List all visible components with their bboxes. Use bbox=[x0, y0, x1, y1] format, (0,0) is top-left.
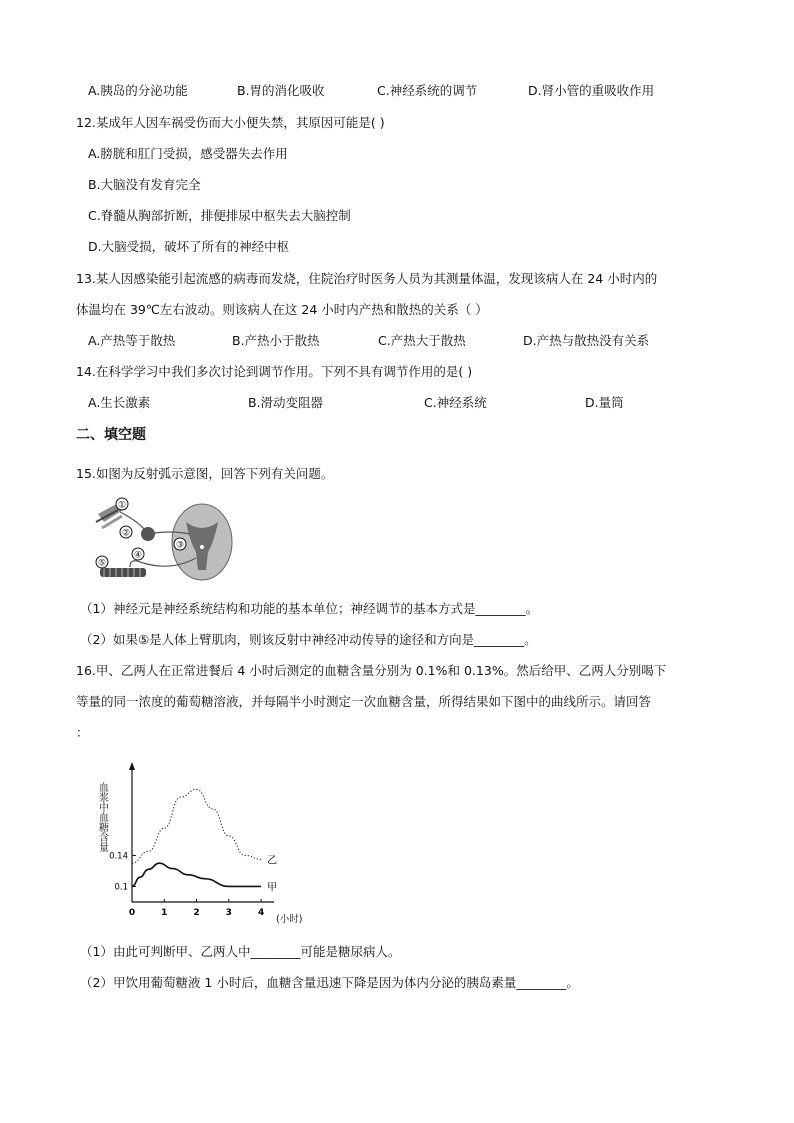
series-label: 甲 bbox=[267, 882, 278, 894]
label-2: ② bbox=[121, 528, 131, 539]
q12-option-c: C.脊髓从胸部折断，排便排尿中枢失去大脑控制 bbox=[88, 208, 351, 223]
q11-option-c: C.神经系统的调节 bbox=[377, 83, 478, 98]
q15-sub2: （2）如果⑤是人体上臂肌肉，则该反射中神经冲动传导的途径和方向是________。 bbox=[80, 632, 537, 647]
x-tick-label: 2 bbox=[193, 908, 200, 918]
series-line-yi bbox=[132, 789, 261, 863]
q13-option-c: C.产热大于散热 bbox=[378, 333, 466, 348]
q14-option-c: C.神经系统 bbox=[424, 395, 487, 410]
x-tick-label: 3 bbox=[225, 908, 232, 918]
y-axis-label: 血浆中血糖含量 bbox=[96, 782, 108, 852]
x-axis-label: (小时) bbox=[276, 914, 303, 925]
q13-stem-line1: 13.某人因感染能引起流感的病毒而发烧，住院治疗时医务人员为其测量体温，发现该病人在 24 小时内的 bbox=[76, 271, 658, 286]
q12-option-a: A.膀胱和肛门受损，感受器失去作用 bbox=[88, 146, 288, 161]
label-4: ④ bbox=[133, 550, 143, 561]
y-tick-label: 0.1 bbox=[114, 882, 128, 893]
q16-stem-line1: 16.甲、乙两人在正常进餐后 4 小时后测定的血糖含量分别为 0.1%和 0.13%。然后给甲、乙两人分别喝下 bbox=[76, 663, 667, 678]
x-tick-label: 0 bbox=[128, 908, 136, 918]
muscle-effector bbox=[100, 568, 146, 577]
y-axis-arrow bbox=[129, 762, 135, 770]
reflex-arc-figure bbox=[90, 492, 240, 587]
q16-sub1: （1）由此可判断甲、乙两人中________可能是糖尿病人。 bbox=[80, 944, 401, 959]
q14-stem: 14.在科学学习中我们多次讨论到调节作用。下列不具有调节作用的是( ) bbox=[76, 364, 473, 379]
section-heading: 二、填空题 bbox=[76, 427, 146, 443]
q15-sub1: （1）神经元是神经系统结构和功能的基本单位；神经调节的基本方式是________。 bbox=[80, 601, 538, 616]
q12-option-d: D.大脑受损，破坏了所有的神经中枢 bbox=[88, 239, 290, 254]
x-tick-label: 4 bbox=[257, 908, 265, 918]
q12-stem: 12.某成年人因车祸受伤而大小便失禁，其原因可能是( ) bbox=[76, 115, 385, 130]
q13-stem-line2: 体温均在 39℃左右波动。则该病人在这 24 小时内产热和散热的关系（ ） bbox=[76, 302, 488, 317]
q14-option-b: B.滑动变阻器 bbox=[248, 395, 324, 410]
q16-sub2: （2）甲饮用葡萄糖液 1 小时后，血糖含量迅速下降是因为体内分泌的胰岛素量________。 bbox=[80, 975, 579, 990]
q13-option-d: D.产热与散热没有关系 bbox=[523, 333, 650, 348]
q14-option-d: D.量筒 bbox=[585, 395, 624, 410]
q12-option-b: B.大脑没有发育完全 bbox=[88, 177, 201, 192]
x-tick-label: 1 bbox=[161, 908, 168, 918]
q11-option-b: B.胃的消化吸收 bbox=[237, 83, 325, 98]
q16-stem-line3: ： bbox=[76, 725, 89, 740]
blood-glucose-chart bbox=[90, 760, 305, 928]
y-tick-label: 0.14 bbox=[109, 851, 128, 862]
q13-option-a: A.产热等于散热 bbox=[88, 333, 176, 348]
label-5: ⑤ bbox=[97, 558, 107, 569]
series-line-jia bbox=[132, 863, 261, 886]
q16-stem-line2: 等量的同一浓度的葡萄糖溶液，并每隔半小时测定一次血糖含量，所得结果如下图中的曲线所示。请回答 bbox=[76, 694, 652, 709]
q11-option-d: D.肾小管的重吸收作用 bbox=[528, 83, 655, 98]
q13-option-b: B.产热小于散热 bbox=[232, 333, 320, 348]
series-label: 乙 bbox=[267, 855, 278, 867]
q11-option-a: A.胰岛的分泌功能 bbox=[88, 83, 188, 98]
q15-stem: 15.如图为反射弧示意图，回答下列有关问题。 bbox=[76, 466, 334, 481]
label-3: ③ bbox=[175, 540, 185, 551]
q14-option-a: A.生长激素 bbox=[88, 395, 151, 410]
label-1: ① bbox=[117, 500, 127, 511]
